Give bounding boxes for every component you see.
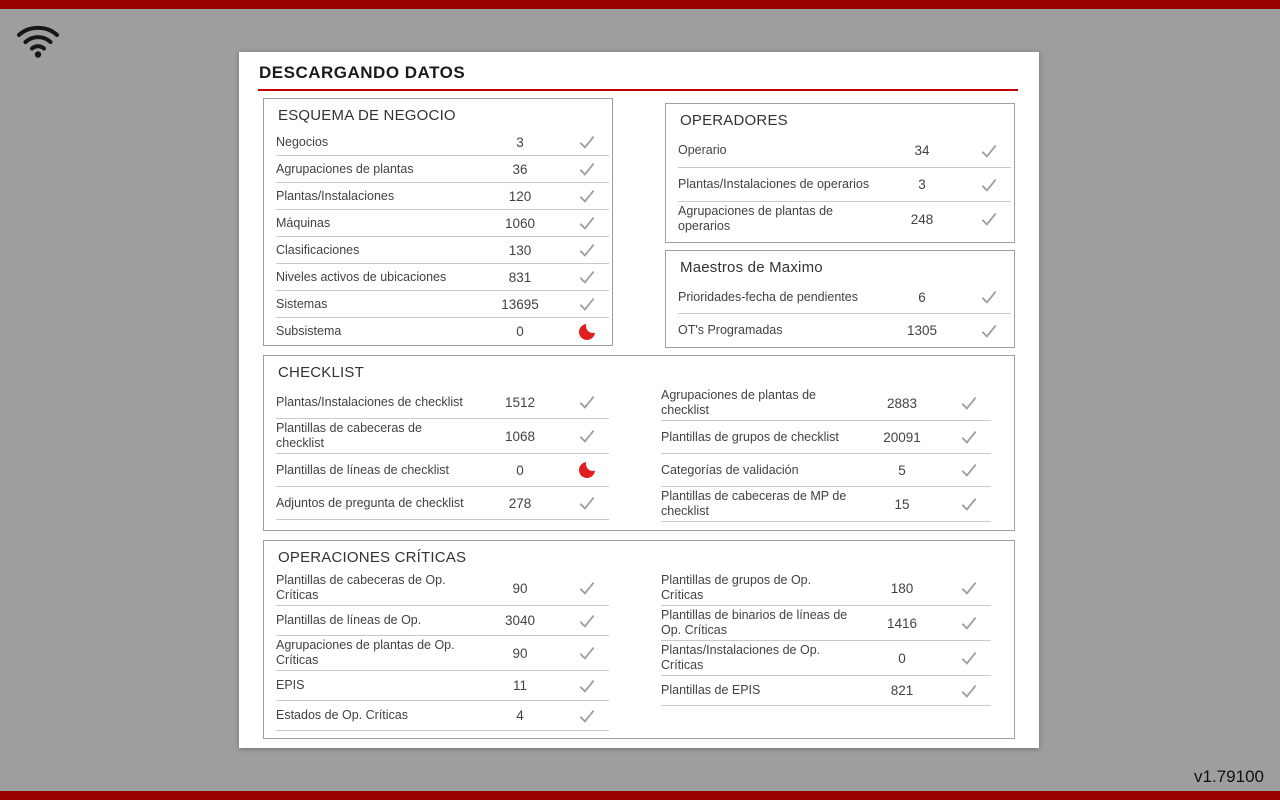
row-label: Estados de Op. Críticas xyxy=(276,708,409,722)
row-value: 248 xyxy=(910,211,934,227)
row-status xyxy=(565,324,609,340)
row-status xyxy=(565,240,609,260)
row-status xyxy=(947,578,991,598)
download-row xyxy=(276,210,609,237)
check-icon xyxy=(959,613,979,633)
row-value: 180 xyxy=(890,580,914,596)
row-label: Agrupaciones de plantas de Op. Críticas xyxy=(276,638,455,667)
check-icon xyxy=(577,294,597,314)
download-row xyxy=(678,281,1011,314)
download-row xyxy=(661,676,991,706)
row-label: Agrupaciones de plantas de checklist xyxy=(661,388,816,417)
row-label: Plantas/Instalaciones de Op. Críticas xyxy=(661,643,821,672)
download-row xyxy=(678,134,1011,168)
download-row xyxy=(276,183,609,210)
row-status xyxy=(967,175,1011,195)
check-icon xyxy=(959,427,979,447)
check-icon xyxy=(577,676,597,696)
check-icon xyxy=(577,578,597,598)
section-operadores xyxy=(665,103,1015,243)
check-icon xyxy=(959,393,979,413)
check-icon xyxy=(577,643,597,663)
download-row xyxy=(678,168,1011,202)
row-status xyxy=(565,426,609,446)
row-status xyxy=(565,578,609,598)
download-row xyxy=(276,454,609,487)
checklist-left-column xyxy=(276,386,609,522)
download-row xyxy=(276,129,609,156)
row-value: 1512 xyxy=(504,394,536,410)
operaciones-left-column xyxy=(276,571,609,731)
section-title-operadores: OPERADORES xyxy=(680,112,788,129)
check-icon xyxy=(577,426,597,446)
download-row xyxy=(661,641,991,676)
row-status xyxy=(967,287,1011,307)
download-row xyxy=(661,606,991,641)
row-value: 4 xyxy=(516,708,524,723)
download-row xyxy=(276,606,609,636)
row-status xyxy=(967,321,1011,341)
row-label: Plantas/Instalaciones xyxy=(276,188,395,203)
row-value: 1068 xyxy=(504,428,536,444)
row-label: EPIS xyxy=(276,678,305,692)
row-value: 120 xyxy=(508,188,532,204)
row-value: 36 xyxy=(512,161,528,177)
download-row xyxy=(661,386,991,421)
row-value: 2883 xyxy=(886,395,918,411)
row-label: Plantillas de cabeceras de MP de checklist xyxy=(661,489,847,518)
row-label: Plantas/Instalaciones de operarios xyxy=(678,177,870,191)
row-value: 0 xyxy=(516,324,524,339)
row-label: Plantillas de líneas de checklist xyxy=(276,462,450,477)
row-status xyxy=(967,209,1011,229)
row-status xyxy=(565,392,609,412)
row-status xyxy=(565,643,609,663)
download-row xyxy=(678,202,1011,236)
row-value: 3040 xyxy=(504,613,536,628)
download-row xyxy=(276,318,609,345)
section-maestros-de-maximo xyxy=(665,250,1015,348)
row-value: 3 xyxy=(516,134,524,150)
section-checklist xyxy=(263,355,1015,531)
row-value: 278 xyxy=(508,495,532,511)
row-label: Sistemas xyxy=(276,296,328,311)
check-icon xyxy=(577,240,597,260)
row-status xyxy=(565,706,609,726)
row-status xyxy=(565,676,609,696)
row-value: 5 xyxy=(898,462,906,478)
download-row xyxy=(276,156,609,183)
check-icon xyxy=(959,648,979,668)
check-icon xyxy=(577,213,597,233)
download-row xyxy=(276,671,609,701)
row-label: Plantillas de cabeceras de Op. Críticas xyxy=(276,573,446,602)
section-esquema-de-negocio xyxy=(263,98,613,346)
row-status xyxy=(565,186,609,206)
row-value: 90 xyxy=(512,645,528,661)
row-status xyxy=(947,494,991,514)
download-row xyxy=(276,419,609,454)
check-icon xyxy=(959,460,979,480)
row-value: 20091 xyxy=(883,429,921,445)
row-status xyxy=(565,493,609,513)
row-value: 1305 xyxy=(906,323,938,338)
top-frame-bar xyxy=(0,0,1280,9)
check-icon xyxy=(979,321,999,341)
checklist-right-column xyxy=(661,386,991,522)
row-label: Plantillas de EPIS xyxy=(661,683,761,697)
download-row xyxy=(276,264,609,291)
row-status xyxy=(947,681,991,701)
section-title-operaciones: OPERACIONES CRÍTICAS xyxy=(278,549,467,566)
row-value: 34 xyxy=(914,143,930,158)
row-status xyxy=(565,611,609,631)
download-row xyxy=(661,487,991,522)
row-label: Niveles activos de ubicaciones xyxy=(276,269,447,284)
download-row xyxy=(276,291,609,318)
download-row xyxy=(276,237,609,264)
row-label: Máquinas xyxy=(276,215,331,230)
section-title-checklist: CHECKLIST xyxy=(278,364,364,381)
row-status xyxy=(565,294,609,314)
row-status xyxy=(565,132,609,152)
check-icon xyxy=(577,392,597,412)
row-value: 130 xyxy=(508,242,532,258)
row-value: 90 xyxy=(512,580,528,596)
row-label: Plantillas de grupos de checklist xyxy=(661,429,839,444)
check-icon xyxy=(959,494,979,514)
row-label: Operario xyxy=(678,143,727,157)
row-label: OT's Programadas xyxy=(678,323,783,337)
row-value: 1416 xyxy=(886,615,918,631)
row-value: 13695 xyxy=(501,296,539,312)
download-row xyxy=(276,386,609,419)
esquema-rows xyxy=(276,129,609,345)
row-status xyxy=(947,460,991,480)
dialog-title: DESCARGANDO DATOS xyxy=(259,63,466,82)
section-operaciones-criticas xyxy=(263,540,1015,739)
section-title-maestros: Maestros de Maximo xyxy=(680,259,823,276)
row-status xyxy=(565,267,609,287)
row-label: Negocios xyxy=(276,134,329,149)
check-icon xyxy=(959,578,979,598)
row-label: Plantillas de binarios de líneas de Op. Críticas xyxy=(661,608,848,637)
row-status xyxy=(565,462,609,478)
row-label: Agrupaciones de plantas de operarios xyxy=(678,204,833,233)
check-icon xyxy=(959,681,979,701)
loading-icon xyxy=(579,324,595,340)
row-label: Adjuntos de pregunta de checklist xyxy=(276,495,464,510)
row-value: 831 xyxy=(508,269,532,285)
row-status xyxy=(947,648,991,668)
row-label: Subsistema xyxy=(276,324,342,338)
row-status xyxy=(947,427,991,447)
checklist-columns xyxy=(276,386,1011,522)
download-row xyxy=(276,487,609,520)
row-label: Plantillas de grupos de Op. Críticas xyxy=(661,573,812,602)
check-icon xyxy=(979,141,999,161)
row-value: 0 xyxy=(516,462,524,478)
download-row xyxy=(276,636,609,671)
wifi-icon xyxy=(16,22,60,60)
download-row xyxy=(661,421,991,454)
download-row xyxy=(276,571,609,606)
row-value: 821 xyxy=(890,683,914,698)
download-row xyxy=(276,701,609,731)
download-row xyxy=(661,571,991,606)
check-icon xyxy=(979,175,999,195)
operadores-rows xyxy=(678,134,1011,236)
row-value: 1060 xyxy=(504,215,536,231)
row-label: Categorías de validación xyxy=(661,462,799,477)
check-icon xyxy=(979,209,999,229)
check-icon xyxy=(577,267,597,287)
row-label: Prioridades-fecha de pendientes xyxy=(678,289,858,304)
check-icon xyxy=(577,493,597,513)
download-dialog xyxy=(239,52,1039,748)
operaciones-columns xyxy=(276,571,1011,731)
maestros-rows xyxy=(678,281,1011,347)
bottom-frame-bar xyxy=(0,791,1280,800)
section-title-esquema: ESQUEMA DE NEGOCIO xyxy=(278,107,456,124)
check-icon xyxy=(577,706,597,726)
row-value: 15 xyxy=(894,496,910,512)
row-value: 6 xyxy=(918,289,926,305)
check-icon xyxy=(577,611,597,631)
row-status xyxy=(947,393,991,413)
row-status xyxy=(565,213,609,233)
download-row xyxy=(678,314,1011,347)
row-value: 0 xyxy=(898,650,906,666)
row-status xyxy=(565,159,609,179)
check-icon xyxy=(577,159,597,179)
download-row xyxy=(661,454,991,487)
loading-icon xyxy=(579,462,595,478)
operaciones-right-column xyxy=(661,571,991,731)
row-label: Plantas/Instalaciones de checklist xyxy=(276,394,463,409)
check-icon xyxy=(979,287,999,307)
check-icon xyxy=(577,186,597,206)
row-value: 11 xyxy=(512,678,527,693)
row-label: Clasificaciones xyxy=(276,242,360,257)
title-underline xyxy=(258,89,1018,91)
check-icon xyxy=(577,132,597,152)
row-label: Agrupaciones de plantas xyxy=(276,161,414,176)
row-label: Plantillas de líneas de Op. xyxy=(276,613,422,627)
app-version: v1.79100 xyxy=(1194,767,1264,786)
row-value: 3 xyxy=(918,177,926,192)
row-label: Plantillas de cabeceras de checklist xyxy=(276,421,422,450)
row-status xyxy=(947,613,991,633)
row-status xyxy=(967,141,1011,161)
